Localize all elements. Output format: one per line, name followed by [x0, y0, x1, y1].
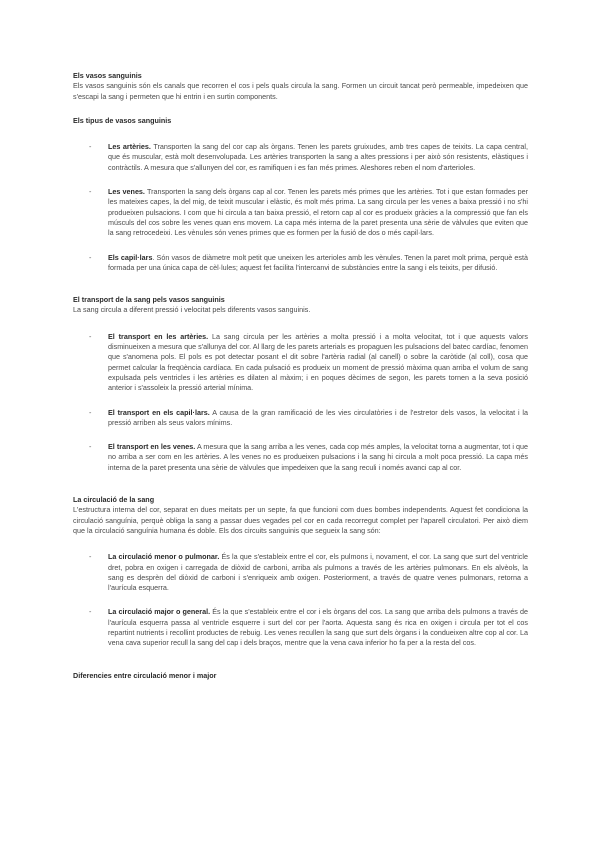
document-page	[73, 71, 528, 695]
section-paragraph: Els vasos sanguinis són els canals que recorren el cos i pels quals circula la sang. Formen un circuit tancat però permeable, impedeixen que s'escapi la sang i permeten que hi entrin i en surtin components.	[73, 81, 528, 101]
item-term: La circulació major o general.	[108, 607, 211, 617]
section-vessel-types	[73, 116, 528, 273]
list-item	[73, 142, 528, 173]
circulation-list	[73, 552, 528, 648]
list-item	[73, 408, 528, 429]
item-text: La sang circula per les artèries a molta pressió i a molta velocitat, tot i que aquests valors disminueixen a mesura que s'allunya del cor. Al llarg de les parets arterials es propaguen les pulsacions del batec cardíac, fenomen que s'anomena pols. El pols es pot detectar posant el dit sobre l'artèria radial (al canell) o sobre la caròtide (al coll), cosa que permet calcular la freqüència cardíaca. En cada pulsació es produeix un moment de pressió màxima quan arriba el volum de sang expulsada pels ventricles i les artèries es dilaten al màxim; i en poques dècimes de segon, les parets tornen a la seva posició anterior i s'assoleix la pressió arterial mínima.	[108, 331, 528, 393]
item-text: Transporten la sang del cor cap als òrgans. Tenen les parets gruixudes, amb tres capes de teixits. La capa central, que és muscular, està molt desenvolupada. Les artèries transporten la sang a altes pressions i per això són resistents, elàstiques i contràctils. A mesura que s'allunyen del cor, es ramifiquen i es fan més primes. Aleshores reben el nom d'arterioles.	[108, 142, 529, 172]
dash-bullet: -	[89, 187, 92, 197]
section-intro: L'estructura interna del cor, separat en dues meitats per un septe, fa que funcioni com dues bombes independents. Aquest fet condiciona la circulació sanguínia, perquè obliga la sang a passar dues vegades pel cor en cada recorregut complet per l'aparell circulatori. Per això diem que la circulació sanguínia humana és doble. Els dos circuits sanguinis que segueix la sang són:	[73, 505, 528, 535]
item-text: . Són vasos de diàmetre molt petit que uneixen les arterioles amb les vènules. Tenen la paret molt prima, perquè està formada per una única capa de cèl·lules; aquest fet facilita l'intercanvi de substàncies entre la sang i els teixits, per difusió.	[108, 252, 528, 272]
dash-bullet: -	[89, 252, 92, 262]
item-text: Transporten la sang dels òrgans cap al cor. Tenen les parets més primes que les artèries. Tot i que estan formades per les mateixes capes, la del mig, de teixit muscular i elàstic, és molt més prima. La sang circula per les venes a baixa pressió i no s'hi produeixen pulsacions. I com que hi circula a tan baixa pressió, el retorn cap al cor es produeix gràcies a la compressió que fan els músculs del cos sobre les venes quan ens movem. La capa més interna de la paret presenta una sèrie de vàlvules que eviten que la sang retrocedeixi. Les vènules són venes primes que es formen per la fusió de dos o més capil·lars.	[108, 187, 528, 238]
list-item	[73, 607, 528, 648]
item-term: La circulació menor o pulmonar.	[108, 552, 220, 562]
item-term: Les artèries.	[108, 142, 151, 152]
list-item	[73, 332, 528, 394]
section-blood-vessels	[73, 71, 528, 102]
vessel-types-list	[73, 142, 528, 273]
item-text: És la que s'estableix entre el cor, els pulmons i, novament, el cor. La sang que surt del ventricle dret, pobra en oxigen i carregada de diòxid de carboni, arriba als pulmons a través de les artèries pulmonars. En els alvèols, la sang es desprèn del diòxid de carboni i s'enriqueix amb oxigen. Posteriorment, a través de quatre venes pulmonars, retorna a l'aurícula esquerra.	[108, 552, 528, 593]
item-text: A causa de la gran ramificació de les vies circulatòries i de l'estretor dels vasos, la velocitat i la pressió arriben als seus valors mínims.	[108, 407, 528, 427]
section-blood-transport	[73, 295, 528, 473]
dash-bullet: -	[89, 407, 92, 417]
section-title: Diferencies entre circulació menor i major	[73, 670, 217, 680]
item-text: És la que s'estableix entre el cor i els òrgans del cos. La sang que arriba dels pulmons a través de l'aurícula esquerra passa al ventricle esquerre i surt del cor per l'aorta. Aquesta sang és rica en oxigen i circula per tot el cos repartint nutrients i recollint productes de rebuig. Les venes recullen la sang que surt dels òrgans i la condueixen altre cop al cor. La vena cava superior recull la sang del cap i dels braços, mentre que la vena cava inferior ho fa per a la resta del cos.	[108, 607, 528, 648]
list-item	[73, 442, 528, 473]
dash-bullet: -	[89, 552, 92, 562]
list-item	[73, 552, 528, 593]
item-term: Les venes.	[108, 187, 145, 197]
section-title: La circulació de la sang	[73, 495, 155, 505]
section-differences	[73, 671, 528, 681]
section-title: El transport de la sang pels vasos sanguinis	[73, 295, 225, 305]
transport-list	[73, 332, 528, 473]
item-term: Els capil·lars	[108, 252, 153, 262]
section-blood-circulation	[73, 495, 528, 649]
section-title: Els vasos sanguinis	[73, 71, 142, 80]
section-intro: La sang circula a diferent pressió i velocitat pels diferents vasos sanguinis.	[73, 305, 311, 315]
item-text: A mesura que la sang arriba a les venes, cada cop més amples, la velocitat torna a augmentar, tot i que no arriba a ser com en les artèries. A les venes no es produeixen pulsacions i la sang hi circula a molt poca pressió. La capa més interna de la paret presenta una sèrie de vàlvules que impedeixen que la sang reculi i només avanci cap al cor.	[108, 442, 528, 472]
dash-bullet: -	[89, 142, 92, 152]
dash-bullet: -	[89, 331, 92, 341]
item-term: El transport en les venes.	[108, 442, 196, 452]
list-item	[73, 253, 528, 274]
section-title: Els tipus de vasos sanguinis	[73, 115, 172, 125]
dash-bullet: -	[89, 607, 92, 617]
item-term: El transport en les artèries.	[108, 331, 209, 341]
dash-bullet: -	[89, 442, 92, 452]
item-term: El transport en els capil·lars.	[108, 407, 210, 417]
list-item	[73, 187, 528, 238]
